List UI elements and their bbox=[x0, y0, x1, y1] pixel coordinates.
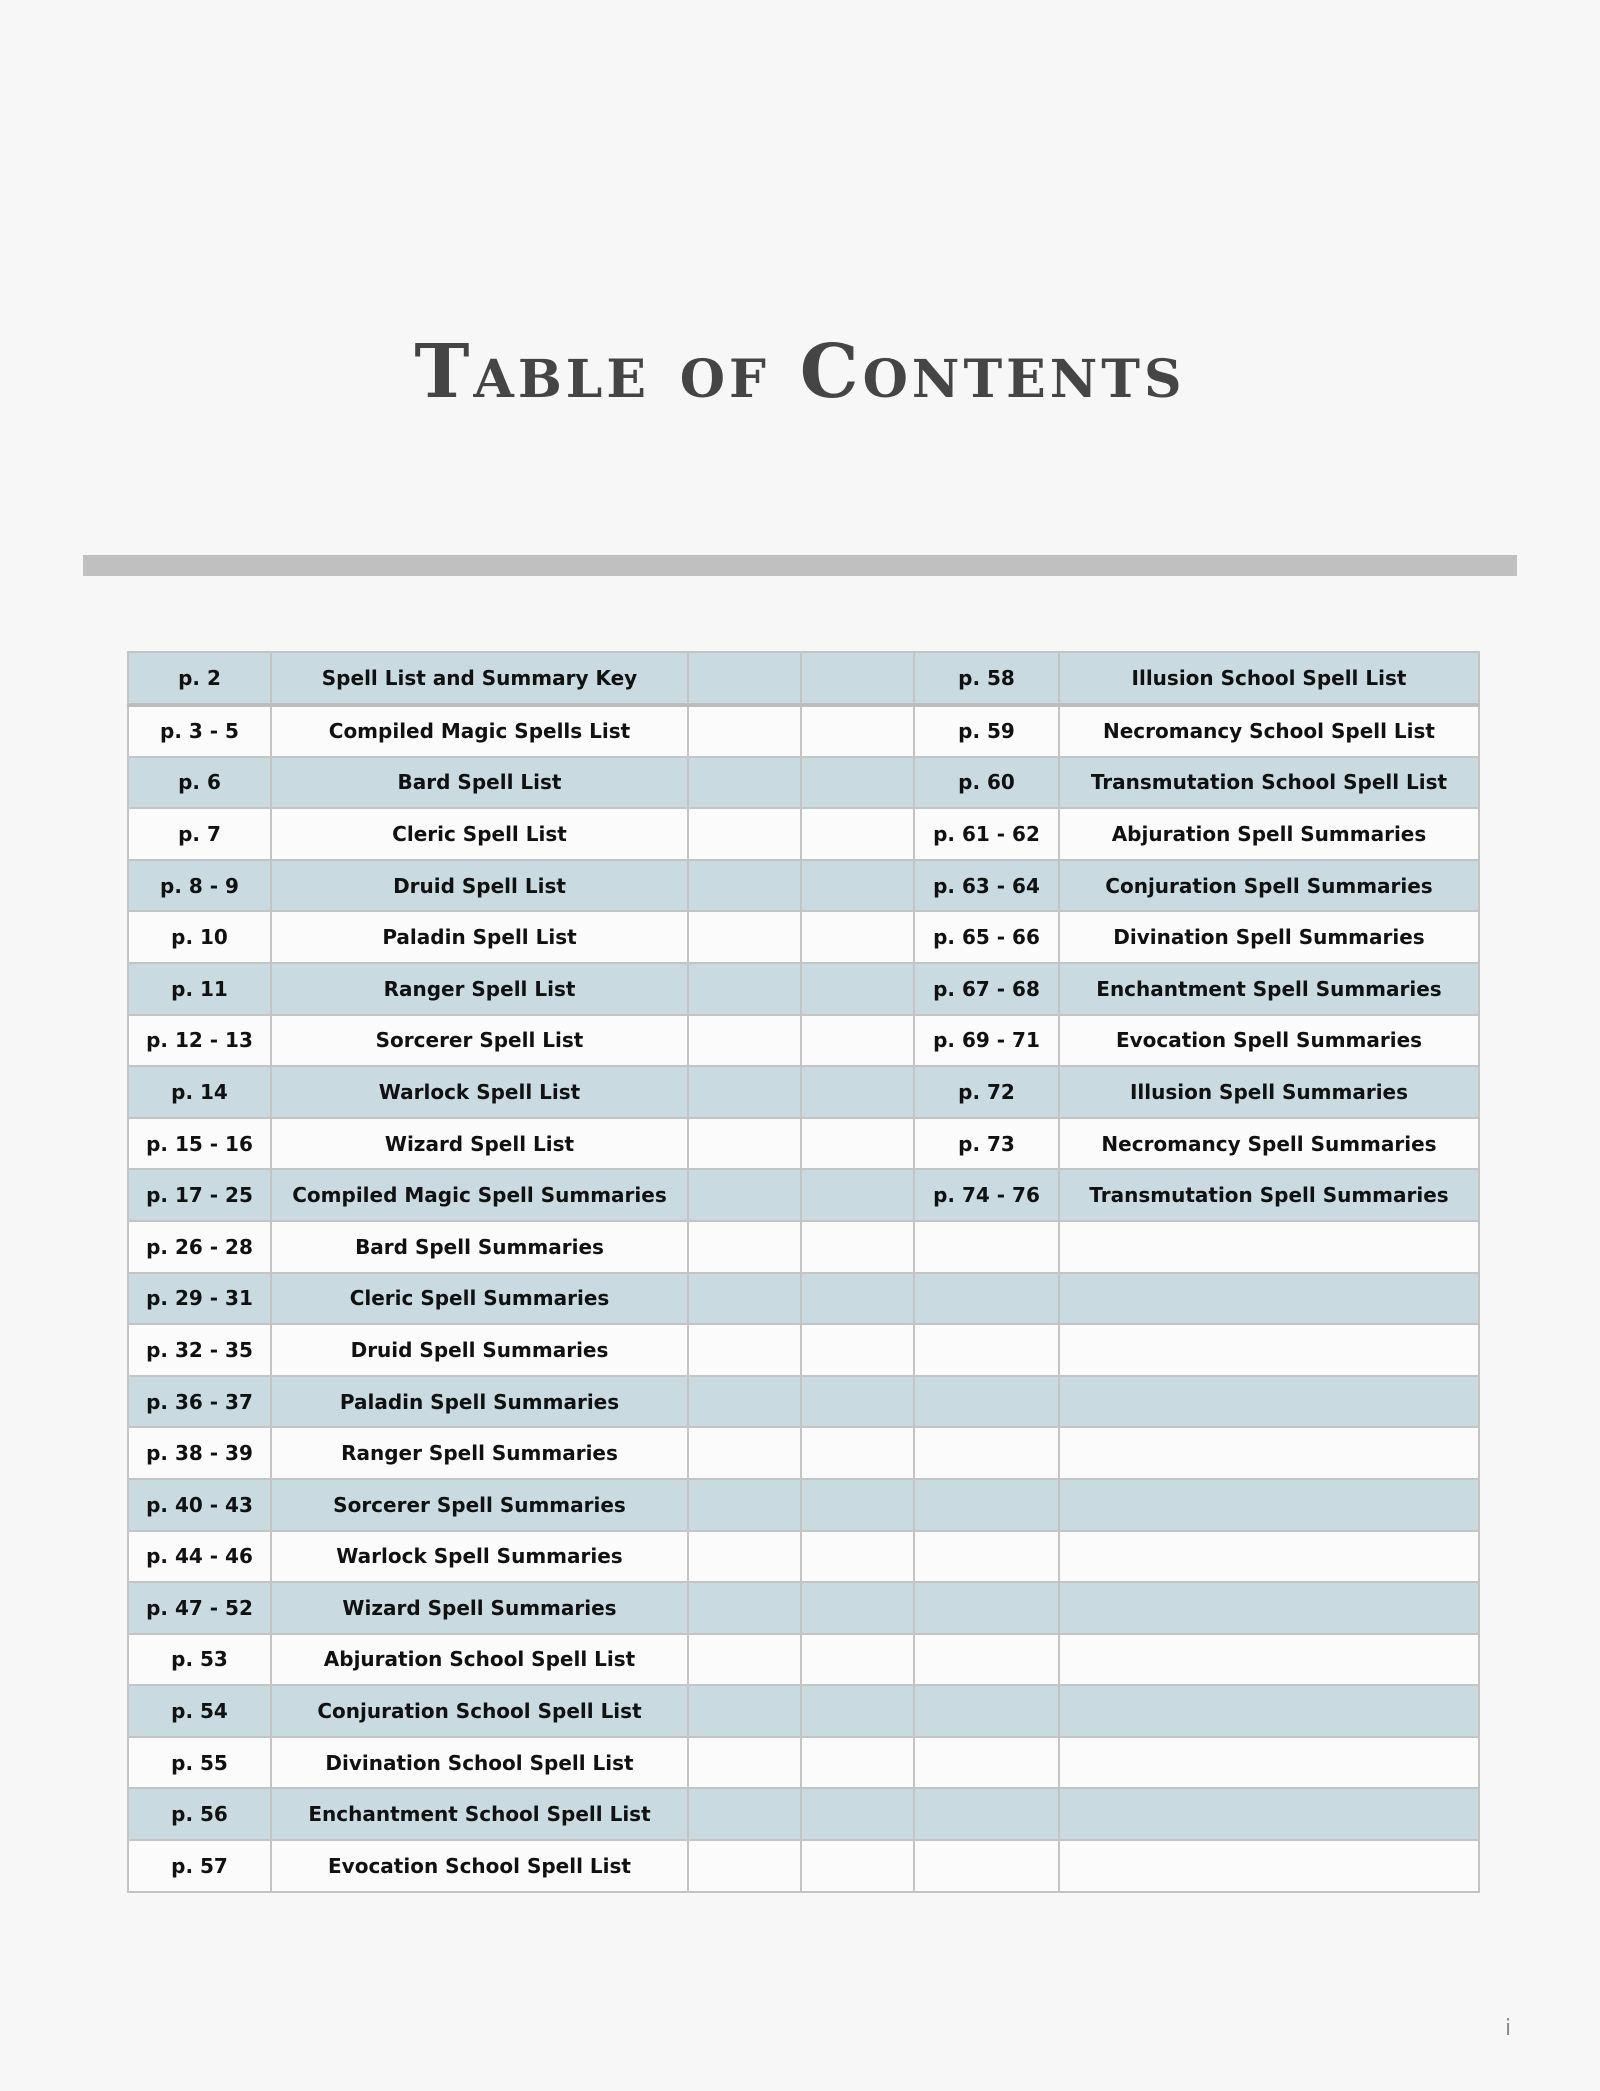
entry-title-left: Evocation School Spell List bbox=[271, 1840, 688, 1892]
empty-cell bbox=[688, 808, 801, 860]
empty-cell bbox=[688, 1376, 801, 1428]
empty-cell bbox=[688, 1273, 801, 1325]
entry-title-left: Warlock Spell List bbox=[271, 1066, 688, 1118]
empty-cell bbox=[801, 1066, 914, 1118]
toc-row bbox=[128, 860, 1479, 912]
empty-cell bbox=[801, 963, 914, 1015]
empty-cell bbox=[801, 1221, 914, 1273]
toc-row bbox=[128, 963, 1479, 1015]
empty-cell bbox=[801, 1427, 914, 1479]
toc-row bbox=[128, 1324, 1479, 1376]
page-ref-right: p. 67 - 68 bbox=[914, 963, 1059, 1015]
page-ref-right bbox=[914, 1840, 1059, 1892]
toc-row bbox=[128, 652, 1479, 705]
toc-row bbox=[128, 1634, 1479, 1686]
page-ref-right: p. 65 - 66 bbox=[914, 911, 1059, 963]
empty-cell bbox=[688, 911, 801, 963]
empty-cell bbox=[688, 1427, 801, 1479]
page-ref-left: p. 56 bbox=[128, 1788, 271, 1840]
entry-title-left: Ranger Spell List bbox=[271, 963, 688, 1015]
empty-cell bbox=[688, 1324, 801, 1376]
entry-title-right: Transmutation Spell Summaries bbox=[1059, 1169, 1479, 1221]
entry-title-right bbox=[1059, 1273, 1479, 1325]
entry-title-right: Illusion School Spell List bbox=[1059, 652, 1479, 705]
toc-row bbox=[128, 1840, 1479, 1892]
empty-cell bbox=[688, 1840, 801, 1892]
entry-title-right bbox=[1059, 1634, 1479, 1686]
empty-cell bbox=[801, 705, 914, 757]
page-ref-right: p. 72 bbox=[914, 1066, 1059, 1118]
title-divider bbox=[83, 555, 1517, 576]
entry-title-right bbox=[1059, 1324, 1479, 1376]
page-ref-right: p. 58 bbox=[914, 652, 1059, 705]
page-ref-right bbox=[914, 1582, 1059, 1634]
entry-title-right: Necromancy School Spell List bbox=[1059, 705, 1479, 757]
entry-title-right: Necromancy Spell Summaries bbox=[1059, 1118, 1479, 1170]
empty-cell bbox=[801, 1840, 914, 1892]
toc-row bbox=[128, 1788, 1479, 1840]
page-ref-left: p. 38 - 39 bbox=[128, 1427, 271, 1479]
page-ref-right: p. 74 - 76 bbox=[914, 1169, 1059, 1221]
empty-cell bbox=[801, 1788, 914, 1840]
empty-cell bbox=[801, 1118, 914, 1170]
entry-title-left: Compiled Magic Spell Summaries bbox=[271, 1169, 688, 1221]
page-ref-left: p. 3 - 5 bbox=[128, 705, 271, 757]
page-ref-right bbox=[914, 1788, 1059, 1840]
page-ref-left: p. 11 bbox=[128, 963, 271, 1015]
empty-cell bbox=[688, 860, 801, 912]
toc-row bbox=[128, 705, 1479, 757]
entry-title-right: Transmutation School Spell List bbox=[1059, 757, 1479, 809]
entry-title-right: Divination Spell Summaries bbox=[1059, 911, 1479, 963]
empty-cell bbox=[688, 1015, 801, 1067]
entry-title-left: Wizard Spell List bbox=[271, 1118, 688, 1170]
toc-table bbox=[127, 651, 1480, 1893]
toc-row bbox=[128, 1531, 1479, 1583]
entry-title-right bbox=[1059, 1685, 1479, 1737]
page-ref-left: p. 7 bbox=[128, 808, 271, 860]
toc-row bbox=[128, 1685, 1479, 1737]
toc-row bbox=[128, 1221, 1479, 1273]
entry-title-left: Spell List and Summary Key bbox=[271, 652, 688, 705]
entry-title-right bbox=[1059, 1531, 1479, 1583]
entry-title-left: Warlock Spell Summaries bbox=[271, 1531, 688, 1583]
empty-cell bbox=[688, 1685, 801, 1737]
empty-cell bbox=[688, 1066, 801, 1118]
page-ref-right bbox=[914, 1634, 1059, 1686]
page-ref-left: p. 32 - 35 bbox=[128, 1324, 271, 1376]
toc-row bbox=[128, 1273, 1479, 1325]
entry-title-right bbox=[1059, 1788, 1479, 1840]
entry-title-right: Illusion Spell Summaries bbox=[1059, 1066, 1479, 1118]
page-ref-left: p. 40 - 43 bbox=[128, 1479, 271, 1531]
empty-cell bbox=[801, 757, 914, 809]
empty-cell bbox=[801, 1376, 914, 1428]
entry-title-left: Cleric Spell List bbox=[271, 808, 688, 860]
empty-cell bbox=[688, 1531, 801, 1583]
empty-cell bbox=[801, 1273, 914, 1325]
empty-cell bbox=[688, 757, 801, 809]
page-title: Table of Contents bbox=[414, 329, 1186, 415]
toc-row bbox=[128, 1582, 1479, 1634]
toc-row bbox=[128, 1376, 1479, 1428]
page-ref-left: p. 55 bbox=[128, 1737, 271, 1789]
empty-cell bbox=[801, 1737, 914, 1789]
toc-row bbox=[128, 1118, 1479, 1170]
empty-cell bbox=[688, 1788, 801, 1840]
empty-cell bbox=[801, 652, 914, 705]
toc-row bbox=[128, 1479, 1479, 1531]
page-ref-left: p. 36 - 37 bbox=[128, 1376, 271, 1428]
page-ref-right: p. 73 bbox=[914, 1118, 1059, 1170]
entry-title-left: Divination School Spell List bbox=[271, 1737, 688, 1789]
entry-title-left: Bard Spell Summaries bbox=[271, 1221, 688, 1273]
entry-title-left: Cleric Spell Summaries bbox=[271, 1273, 688, 1325]
page-ref-left: p. 15 - 16 bbox=[128, 1118, 271, 1170]
empty-cell bbox=[801, 1324, 914, 1376]
toc-row bbox=[128, 1169, 1479, 1221]
page-ref-left: p. 54 bbox=[128, 1685, 271, 1737]
page-ref-right: p. 59 bbox=[914, 705, 1059, 757]
toc-row bbox=[128, 757, 1479, 809]
entry-title-left: Abjuration School Spell List bbox=[271, 1634, 688, 1686]
empty-cell bbox=[801, 911, 914, 963]
empty-cell bbox=[688, 1118, 801, 1170]
toc-row bbox=[128, 1737, 1479, 1789]
entry-title-left: Bard Spell List bbox=[271, 757, 688, 809]
entry-title-left: Ranger Spell Summaries bbox=[271, 1427, 688, 1479]
page-ref-right bbox=[914, 1376, 1059, 1428]
page-ref-right bbox=[914, 1737, 1059, 1789]
toc-row bbox=[128, 1427, 1479, 1479]
page-ref-left: p. 26 - 28 bbox=[128, 1221, 271, 1273]
page-ref-right bbox=[914, 1324, 1059, 1376]
entry-title-right: Conjuration Spell Summaries bbox=[1059, 860, 1479, 912]
page-ref-right bbox=[914, 1479, 1059, 1531]
entry-title-left: Conjuration School Spell List bbox=[271, 1685, 688, 1737]
entry-title-right bbox=[1059, 1376, 1479, 1428]
page-ref-left: p. 6 bbox=[128, 757, 271, 809]
page-ref-right bbox=[914, 1273, 1059, 1325]
page-ref-right: p. 69 - 71 bbox=[914, 1015, 1059, 1067]
entry-title-right bbox=[1059, 1737, 1479, 1789]
entry-title-right: Enchantment Spell Summaries bbox=[1059, 963, 1479, 1015]
page-number: i bbox=[1505, 2016, 1512, 2041]
empty-cell bbox=[688, 1737, 801, 1789]
page-ref-left: p. 53 bbox=[128, 1634, 271, 1686]
entry-title-right bbox=[1059, 1427, 1479, 1479]
toc-row bbox=[128, 911, 1479, 963]
empty-cell bbox=[801, 1531, 914, 1583]
entry-title-right: Evocation Spell Summaries bbox=[1059, 1015, 1479, 1067]
empty-cell bbox=[688, 963, 801, 1015]
empty-cell bbox=[801, 860, 914, 912]
empty-cell bbox=[801, 808, 914, 860]
page-ref-right: p. 60 bbox=[914, 757, 1059, 809]
page-ref-left: p. 14 bbox=[128, 1066, 271, 1118]
entry-title-left: Sorcerer Spell List bbox=[271, 1015, 688, 1067]
page-ref-left: p. 10 bbox=[128, 911, 271, 963]
page-ref-left: p. 44 - 46 bbox=[128, 1531, 271, 1583]
entry-title-right bbox=[1059, 1479, 1479, 1531]
page-ref-left: p. 8 - 9 bbox=[128, 860, 271, 912]
page-ref-right bbox=[914, 1685, 1059, 1737]
entry-title-left: Compiled Magic Spells List bbox=[271, 705, 688, 757]
empty-cell bbox=[801, 1634, 914, 1686]
toc-row bbox=[128, 1015, 1479, 1067]
entry-title-left: Paladin Spell List bbox=[271, 911, 688, 963]
empty-cell bbox=[688, 1634, 801, 1686]
entry-title-left: Sorcerer Spell Summaries bbox=[271, 1479, 688, 1531]
empty-cell bbox=[688, 652, 801, 705]
entry-title-right bbox=[1059, 1221, 1479, 1273]
entry-title-left: Druid Spell Summaries bbox=[271, 1324, 688, 1376]
page-ref-right: p. 61 - 62 bbox=[914, 808, 1059, 860]
empty-cell bbox=[801, 1479, 914, 1531]
page-ref-right bbox=[914, 1221, 1059, 1273]
empty-cell bbox=[688, 1221, 801, 1273]
entry-title-left: Paladin Spell Summaries bbox=[271, 1376, 688, 1428]
entry-title-right bbox=[1059, 1582, 1479, 1634]
empty-cell bbox=[688, 705, 801, 757]
empty-cell bbox=[688, 1169, 801, 1221]
page-ref-left: p. 57 bbox=[128, 1840, 271, 1892]
page-ref-left: p. 2 bbox=[128, 652, 271, 705]
empty-cell bbox=[801, 1015, 914, 1067]
entry-title-right bbox=[1059, 1840, 1479, 1892]
entry-title-left: Wizard Spell Summaries bbox=[271, 1582, 688, 1634]
page-ref-right bbox=[914, 1427, 1059, 1479]
page-ref-left: p. 12 - 13 bbox=[128, 1015, 271, 1067]
entry-title-left: Enchantment School Spell List bbox=[271, 1788, 688, 1840]
page-ref-right: p. 63 - 64 bbox=[914, 860, 1059, 912]
toc-row bbox=[128, 1066, 1479, 1118]
empty-cell bbox=[688, 1479, 801, 1531]
toc-row bbox=[128, 808, 1479, 860]
empty-cell bbox=[801, 1169, 914, 1221]
entry-title-right: Abjuration Spell Summaries bbox=[1059, 808, 1479, 860]
empty-cell bbox=[688, 1582, 801, 1634]
page-ref-left: p. 47 - 52 bbox=[128, 1582, 271, 1634]
page-ref-left: p. 29 - 31 bbox=[128, 1273, 271, 1325]
empty-cell bbox=[801, 1582, 914, 1634]
page-ref-right bbox=[914, 1531, 1059, 1583]
page-ref-left: p. 17 - 25 bbox=[128, 1169, 271, 1221]
entry-title-left: Druid Spell List bbox=[271, 860, 688, 912]
empty-cell bbox=[801, 1685, 914, 1737]
